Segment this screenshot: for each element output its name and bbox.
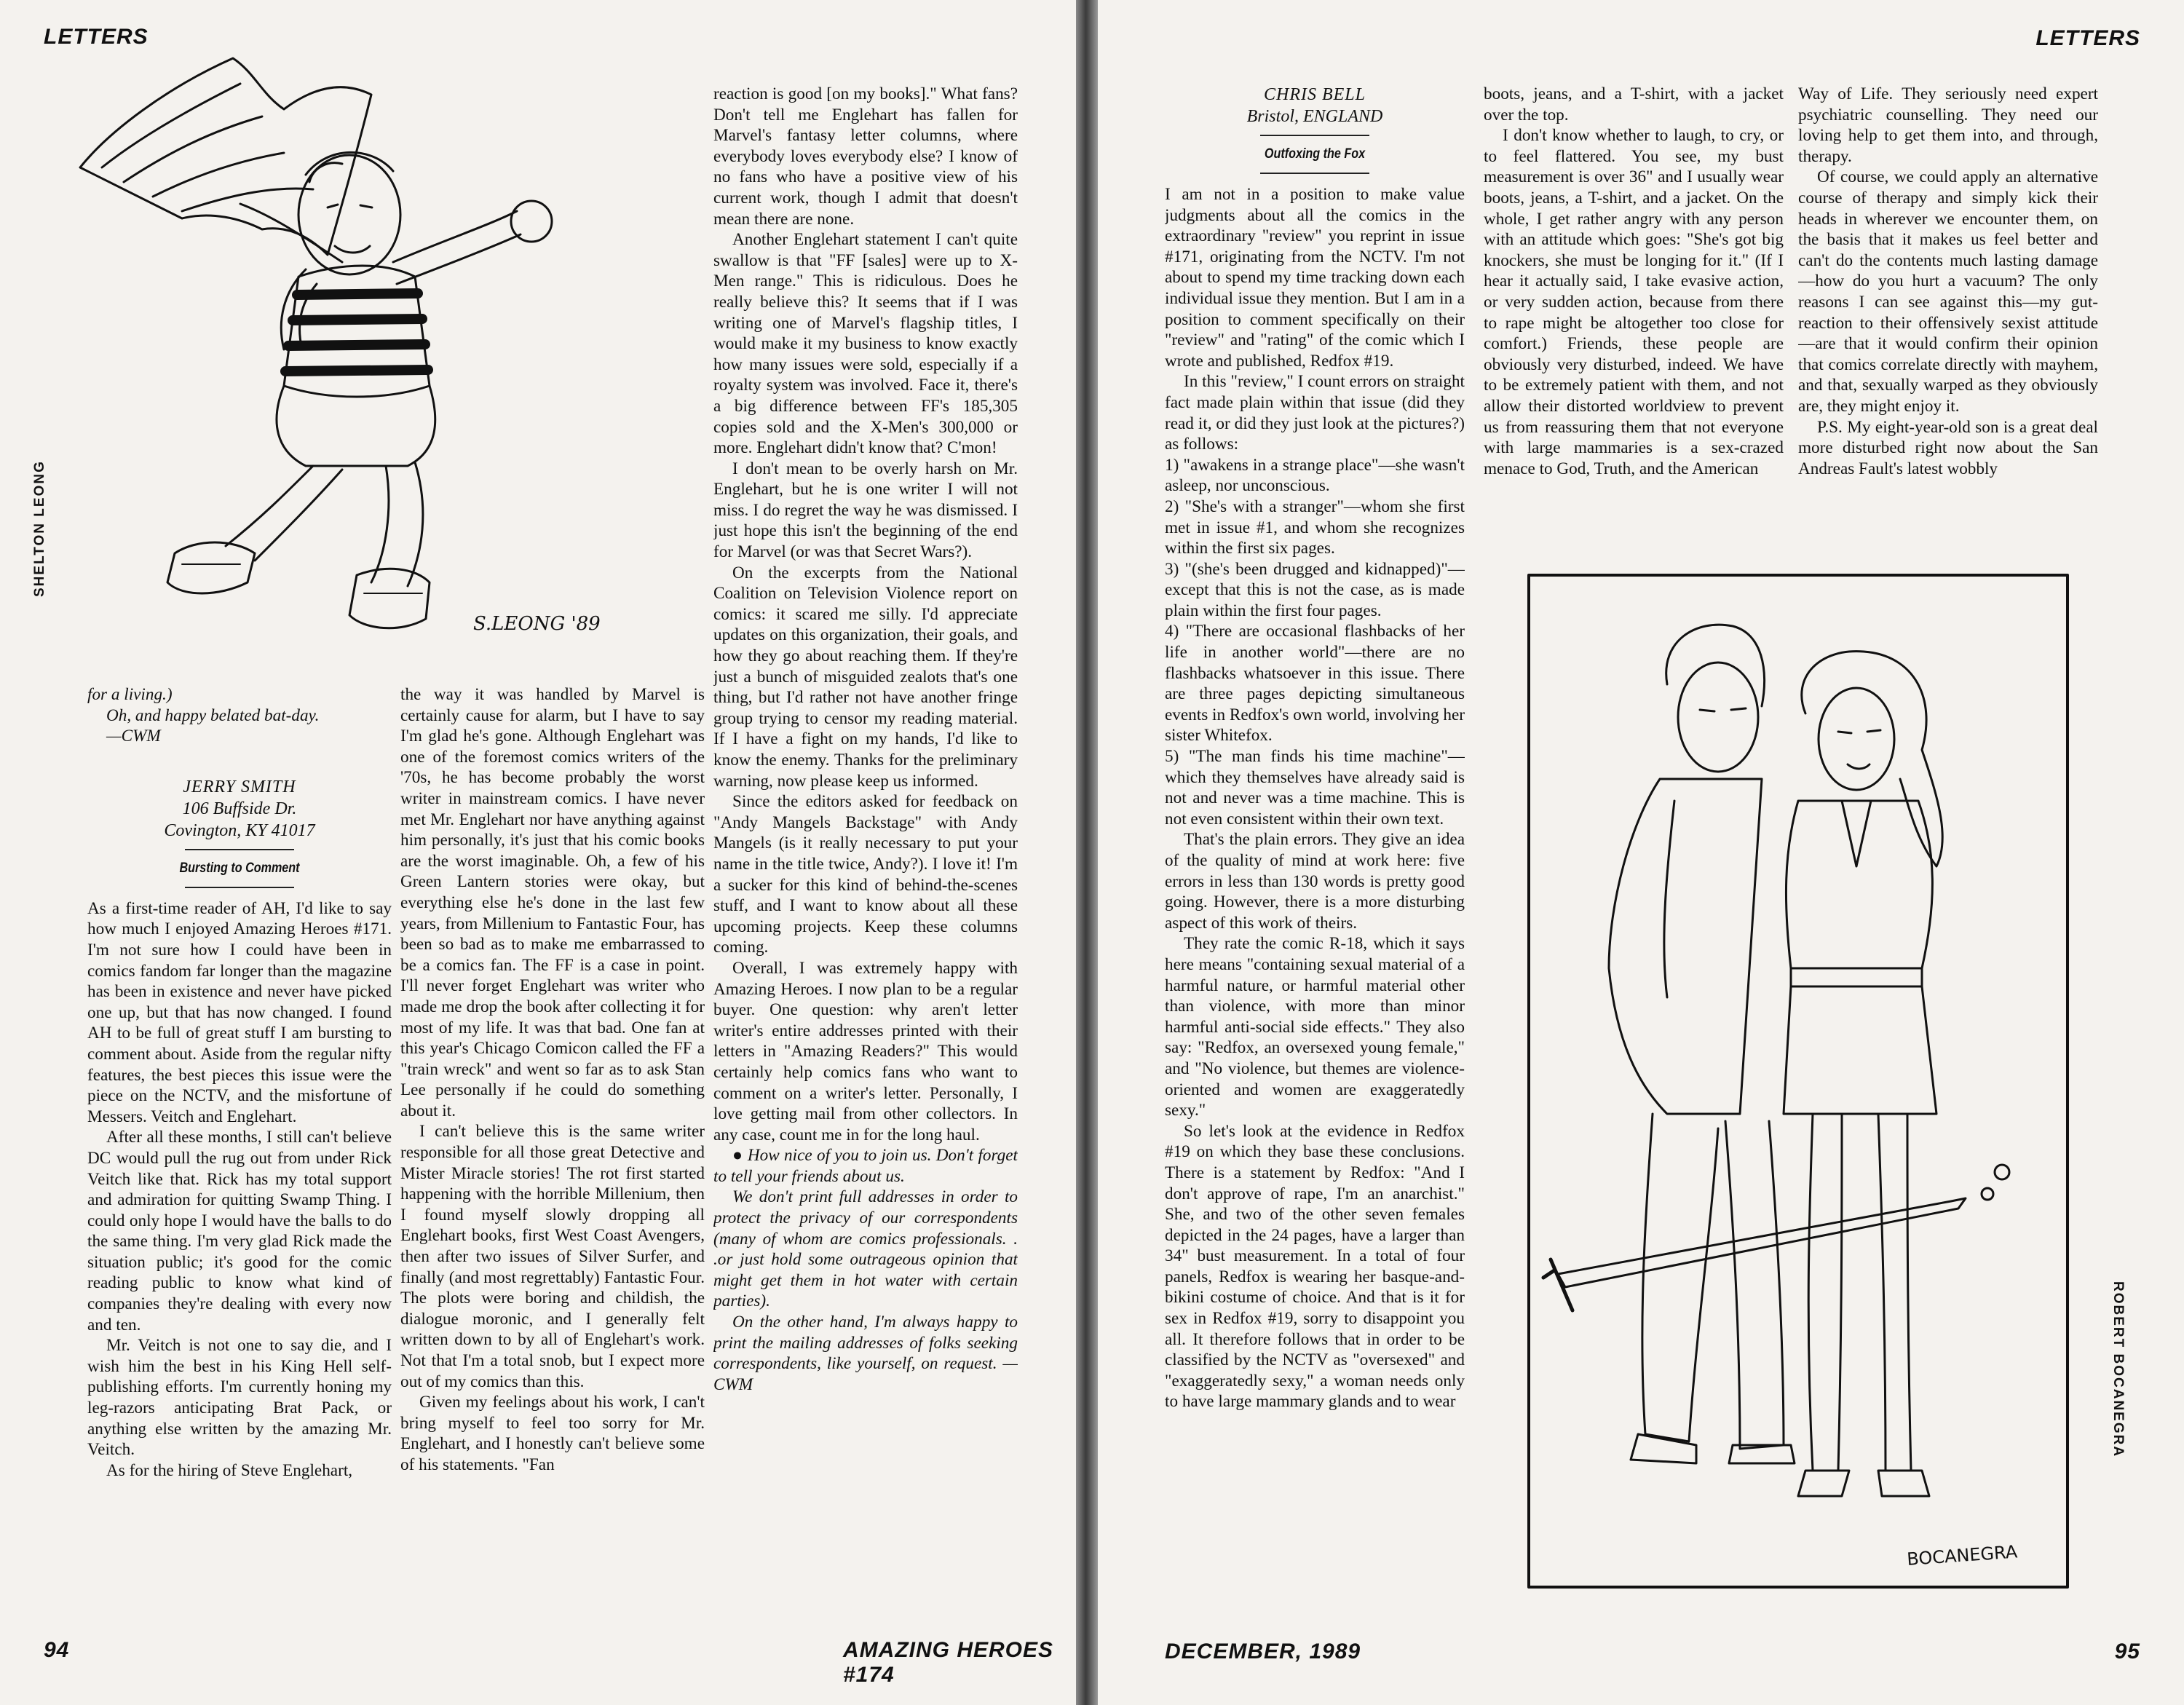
woman-jacket [1786,801,1932,968]
shorts [277,386,435,466]
letter-paragraph: In this "review," I count errors on straight fact made plain within that issue (did they read it, or did they just look at the pictures?) as follows: [1165,372,1465,454]
couple-with-sword-illustration [1500,561,2097,1609]
letter-list-item: 2) "She's with a stranger"—whom she first met in issue #1, and whom she recognizes within the first six pages. [1165,497,1465,558]
woman-hair [1802,652,1942,866]
left-page [0,0,1076,1705]
letter-list-item: 1) "awakens in a strange place"—she wasn't asleep, nor unconscious. [1165,455,1465,496]
letter-list-item: 3) "(she's been drugged and kidnapped)"—except that this is not the case, as is made plain within the first four pages. [1165,559,1465,620]
left-column-2 [400,684,705,1638]
page-number: 95 [2114,1639,2140,1664]
illustration-signature: S.LEONG '89 [473,613,601,635]
letter-paragraph: Of course, we could apply an alternative course of therapy and simply kick their heads in wherever we encounter them, on the basis that it makes us feel better and can't do the contents much lasting damage—how do you hurt a vacuum? The only reasons I can see against this—my gut-reaction to their offensively sexist attitude—are that it would confirm their opinion that comics correlate directly with mayhem, and that, sexually warped as they obviously are, they might enjoy it. [1798,167,2098,416]
page-number: 94 [44,1638,70,1662]
magazine-title: AMAZING HEROES #174 [843,1638,1054,1687]
man-jacket [1609,779,1762,1114]
letter-paragraph: P.S. My eight-year-old son is a great deal more disturbed right now about the San Andreas Fault's latest wobbly [1798,417,2098,478]
author-location: Bristol, ENGLAND [1246,107,1383,126]
left-header: LETTERS [44,25,149,49]
divider [1260,135,1369,136]
letter-paragraph: I am not in a position to make value judgments about all the comics in the extraordinary "review" you reprint in issue #171, originating from the NCTV. I'm not about to spend my time tracking down each individual issue they mention. But I am in a position to comment specifically on their "review" and "rating" of the comic which I wrote and published, Redfox #19. [1165,185,1465,371]
illustration-credit: ROBERT BOCANEGRA [2110,1281,2126,1458]
divider [1260,173,1369,174]
divider [185,887,294,888]
letter-paragraph: They rate the comic R-18, which it says here means "containing sexual material of a harmful nature, or harmful material other than violence, with more than minor harmful anti-social side effects." They also say: "Redfox, an oversexed young female," and "No violence, but themes are violence-oriented and women are exaggeratedly sexy." [1165,934,1465,1120]
binding-gutter [1076,0,1098,1705]
belt [1791,968,1922,986]
author-address: 106 Buffside Dr. [182,799,297,818]
right-header: LETTERS [2035,26,2140,50]
letter-paragraph: Overall, I was extremely happy with Amazing Heroes. I now plan to be a regular buyer. One question: why aren't letter writer's entire addresses printed with their letters in "Amazing Readers?" This would certainly help comics fans who want to comment on a writer's letter. Personally, I love getting mail from other collectors. In any case, count me in for the long haul. [713,958,1018,1144]
letter-paragraph: I can't believe this is the same writer responsible for all those great Detective and Mister Miracle stories! The rot first started happening with the horrible Millenium, then I found myself slowly dropping all Englehart books, first West Coast Avengers, then after two issues of Silver Surfer, and finally (and most regrettably) Fantastic Four. The plots were boring and childish, the dialogue moronic, and I generally felt written down to by all of Englehart's work. Not that I'm a total snob, but I expect more out of my comics than this. [400,1122,705,1391]
letter-paragraph: That's the plain errors. They give an idea of the quality of mind at work here: five errors in less than 130 words is pretty good going. However, there is a more disturbing aspect of this work of theirs. [1165,830,1465,933]
woman-head [1819,688,1894,790]
man-legs [1642,1114,1784,1449]
editor-reply: We don't print full addresses in order to protect the privacy of our correspondents (many of whom are comics professionals. . .or just hold some outrageous opinion that might get them in hot water with certain parties). [713,1187,1018,1311]
letter-paragraph: boots, jeans, and a T-shirt, with a jacket over the top. [1484,84,1784,124]
illustration-signature: BOCANEGRA [1906,1541,2019,1570]
letter-paragraph: I don't mean to be overly harsh on Mr. Englehart, but he is one writer I will not miss. I do regret the way he was dismissed. I just hope this isn't the beginning of the end for Marvel (or was that Secret Wars?). [713,459,1018,562]
editor-signoff: —CWM [106,727,161,746]
illustration-frame [1529,575,2068,1587]
editor-reply: ● How nice of you to join us. Don't forget to tell your friends about us. [713,1146,1018,1186]
letter-list-item: 5) "The man finds his time machine"—which they themselves have already said is not and never was a time machine. This is not even consistent within their own text. [1165,747,1465,828]
letter-paragraph: Since the editors asked for feedback on "Andy Mangels Backstage" with Andy Mangels (is it really necessary to put your name in the title twice, Andy?). I love it! I'm a sucker for this kind of behind-the-scenes stuff, and I want to know about all these upcoming projects. Keep these columns coming. [713,792,1018,957]
letter-paragraph: After all these months, I still can't believe DC would pull the rug out from under Rick Veitch like that. Rick has my total support and admiration for quitting Swamp Thing. I could only hope I would have the balls to do the same thing. I'm very glad Rick made the situation public; it's good for the comic reading public to know what kind of companies they're dealing with every now and ten. [87,1128,392,1334]
letter-subhead: Bursting to Comment [179,860,300,876]
issue-date: DECEMBER, 1989 [1165,1639,1361,1664]
right-column-3 [1798,84,2098,550]
letter-paragraph: reaction is good [on my books]." What fans? Don't tell me Englehart has fallen for Marvel's fantasy letter columns, where everybody loves everybody else? I know of no fans who have a positive view of his current work, though I admit that doesn't mean there are none. [713,84,1018,229]
sword [1558,1198,1966,1287]
sneaker [349,569,430,628]
letter-signature [1165,84,1465,174]
author-address: Covington, KY 41017 [164,820,315,840]
illustration-credit: SHELTON LEONG [32,460,47,597]
author-name: JERRY SMITH [183,777,296,796]
letter-list-item: 4) "There are occasional flashbacks of her life in another world"—there are no flashbacks whatsoever in this issue. There are three pages depicting simultaneous events in Redfox's own world, involving her sister Whitefox. [1165,622,1465,745]
woman-legs [1808,1114,1911,1471]
left-column-3 [713,84,1018,1642]
letter-paragraph: So let's look at the evidence in Redfox #19 on which they base these conclusions. There is a statement by Redfox: "And I don't approve of rape, I'm an anarchist." She, and two of the other seven females depicted in the 24 pages, have a larger than 34" bust measurement. In a total of four panels, Redfox is wearing her basque-and-bikini costume of choice. And that is it for sex in Redfox #19, sorry to disappoint you all. It therefore follows that in order to be classified by the NCTV as "oversexed" and "exaggeratedly sexy," a woman needs only to have large mammary glands and to wear [1165,1121,1465,1412]
letter-paragraph: Mr. Veitch is not one to say die, and I wish him the best in his King Hell self-publishing efforts. I'm currently honing my leg-razors anticipating Brat Pack, or anything else written by the amazing Mr. Veitch. [87,1336,392,1460]
editor-note: for a living.) [87,685,173,704]
letter-paragraph: the way it was handled by Marvel is certainly cause for alarm, but I have to say I'm glad he's gone. Although Englehart was one of the foremost comics writers of the '70s, he has become probably the worst writer in mainstream comics. I have never met Mr. Englehart nor have anything against him personally, it's just that his comic books are the worst imaginable. Oh, a few of his Green Lantern stories were okay, but everything else he's done in the last few years, from Millenium to Fantastic Four, has been so bad as to make me embarrassed to be a comics fan. The FF is a case in point. I'll never forget Englehart was writer who made me drop the book after collecting it for most of my life. It was that bad. One fan at this year's Chicago Comicon called the FF a "train wreck" and went so far as to ask Stan Lee personally if he could do something about it. [400,685,705,1120]
divider [185,849,294,850]
left-column-1 [87,684,392,1638]
arm [393,211,521,284]
right-column-1 [1165,84,1465,1634]
editor-note: Oh, and happy belated bat-day. [106,705,320,725]
letter-signature [87,776,392,888]
right-column-2 [1484,84,1784,550]
flying-boy-illustration [66,44,699,670]
man-head [1678,662,1758,772]
letter-paragraph: Given my feelings about his work, I can't bring myself to feel too sorry for Mr. Englehart, and I honestly can't believe some of his statements. "Fan [400,1393,705,1474]
editor-reply: On the other hand, I'm always happy to print the mailing addresses of folks seeking correspondents, like yourself, on request. —CWM [713,1313,1018,1394]
right-page [1098,0,2184,1705]
letter-paragraph: Way of Life. They seriously need expert psychiatric counselling. They need our loving help to get them into, and through, therapy. [1798,84,2098,166]
letter-paragraph: Another Englehart statement I can't quite swallow is that "FF [sales] were up to X-Men range." This is ridiculous. Does he really believe this? It seems that if I was writing one of Marvel's flagship titles, I would make it my business to know exactly how many issues were sold, especially if a royalty system was involved. Face it, there's a big difference between FF's 185,305 copies sold and the X-Men's 300,000 or more. Englehart didn't know that? C'mon! [713,230,1018,458]
letter-paragraph: As for the hiring of Steve Englehart, [106,1460,353,1480]
author-name: CHRIS BELL [1263,85,1366,104]
letter-paragraph: As a first-time reader of AH, I'd like to say how much I enjoyed Amazing Heroes #171. I'm not sure how I could have been in comics fandom far longer than the magazine has been in existence and never have picked one up, but that has now changed. I found AH to be full of great stuff I am bursting to comment about. Aside from the regular nifty features, the best pieces this issue were the piece on the NCTV, and the misfortune of Messers. Veitch and Englehart. [87,898,392,1126]
letter-subhead: Outfoxing the Fox [1264,146,1366,162]
sneaker [167,542,255,593]
letter-paragraph: On the excerpts from the National Coalition on Television Violence report on comics: it scared me silly. I'd appreciate updates on this organization, their goals, and how they go about reaching them. If they're just a bunch of misguided zealots that's one thing, but I'd rather not have another fringe group trying to censor my reading material. If I have a fight on my hands, I'd like to know the enemy. Thanks for the preliminary warning, now please keep us informed. [713,563,1018,791]
striped-shirt [284,266,430,397]
woman-skirt [1784,986,1936,1114]
letter-paragraph: I don't know whether to laugh, to cry, or to feel flattered. You see, my bust measurement is over 36" and I usually wear boots, jeans, a T-shirt, and a jacket. On the whole, I get rather angry with any person with an attitude which goes: "She's got big knockers, she must be longing for it." (If I hear it actually said, I take evasive action, or very sudden action, because from there to rape might be altogether too close for comfort.) Friends, these people are obviously very disturbed, indeed. We have to be extremely patient with them, and not allow their distorted worldview to prevent us from reassuring them that not everyone with large mammaries is a sex-crazed menace to God, Truth, and the American [1484,126,1784,478]
